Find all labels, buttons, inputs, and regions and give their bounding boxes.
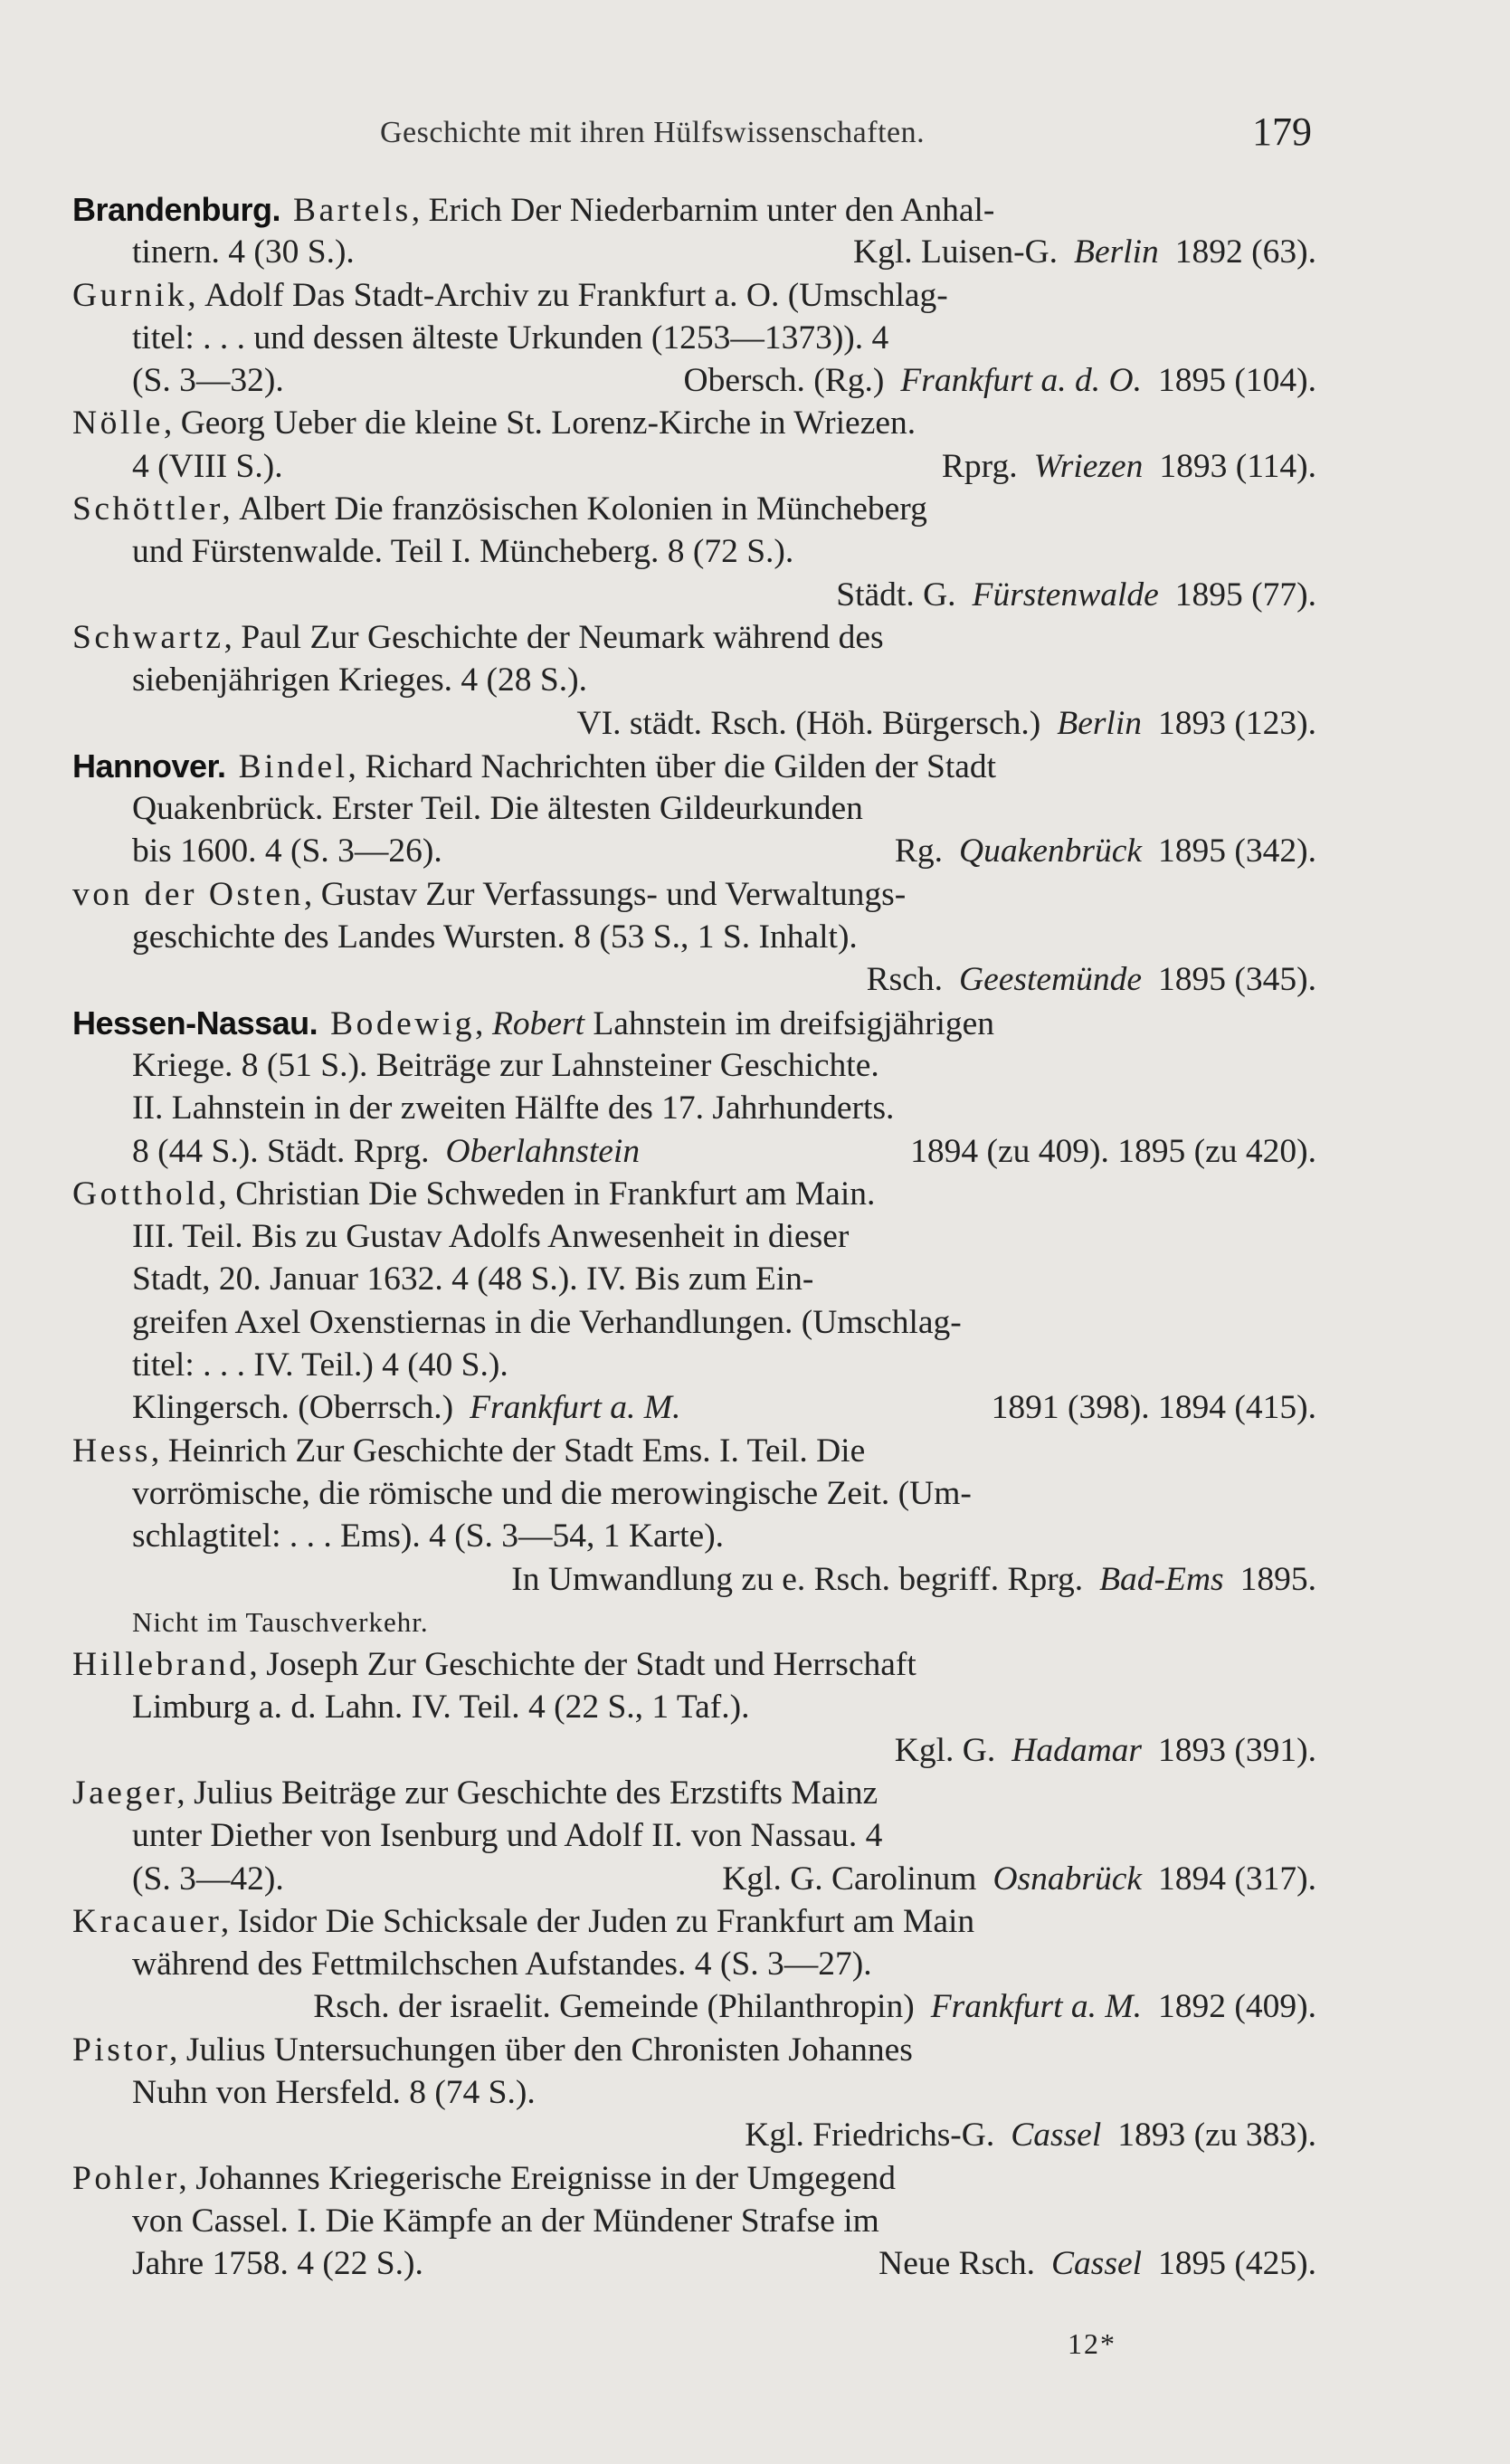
entry-text: und Fürstenwalde. Teil I. Müncheberg. 8 (72 S.). (132, 533, 794, 571)
running-title: Geschichte mit ihren Hülfswissenschaften. (380, 116, 926, 149)
region-heading: Hessen-Nassau. (72, 1004, 318, 1042)
author-name: Nölle, (72, 404, 176, 442)
place-name: Hadamar (1011, 1731, 1143, 1769)
school-name: Kgl. Friedrichs-G. (745, 2117, 995, 2155)
entry-text: von Cassel. I. Die Kämpfe an der Mündener Strafse im (132, 2202, 879, 2240)
entry-text: Isidor Die Schicksale der Juden zu Frankfurt am Main (237, 1902, 975, 1940)
author-name: Pohler, (72, 2159, 191, 2197)
entry-text: bis 1600. 4 (S. 3—26). (132, 832, 442, 870)
entry-pistor (72, 2029, 1316, 2157)
author-name: Bartels, (293, 192, 423, 229)
school-name: Neue Rsch. (878, 2245, 1035, 2283)
year-number: 1893 (391). (1158, 1731, 1316, 1769)
entry-text: tinern. 4 (30 S.). (132, 233, 355, 271)
entry-text: Jahre 1758. 4 (22 S.). (132, 2245, 423, 2283)
region-heading: Brandenburg. (72, 191, 281, 228)
school-name: VI. städt. Rsch. (Höh. Bürgersch.) (576, 704, 1041, 742)
author-name: von der Osten, (72, 875, 316, 913)
author-name: Jaeger, (72, 1774, 189, 1812)
place-name: Frankfurt a. d. O. (900, 362, 1143, 400)
entry-text: Quakenbrück. Erster Teil. Die ältesten Gildeurkunden (132, 790, 863, 828)
entry-text: Gustav Zur Verfassungs- und Verwaltungs- (320, 875, 907, 913)
entry-text: Lahnstein im dreifsigjährigen (593, 1004, 995, 1042)
year-number: 1893 (114). (1159, 447, 1316, 485)
entry-jaeger (72, 1772, 1316, 1900)
entry-schwartz (72, 616, 1316, 745)
school-name: Rprg. (941, 447, 1018, 485)
year-number: 1895. (1239, 1560, 1316, 1598)
entry-text: schlagtitel: . . . Ems). 4 (S. 3—54, 1 Karte). (132, 1517, 725, 1555)
year-number: 1893 (123). (1158, 704, 1316, 742)
author-name: Gurnik, (72, 276, 200, 314)
entry-schoettler (72, 488, 1316, 616)
region-heading: Hannover. (72, 747, 226, 785)
place-name: Frankfurt a. M. (470, 1389, 681, 1427)
author-name: Gotthold, (72, 1175, 231, 1213)
author-name: Schwartz, (72, 618, 236, 656)
school-name: Kgl. G. Carolinum (722, 1860, 977, 1898)
bibliography-list (72, 188, 1316, 2286)
entry-text: Joseph Zur Geschichte der Stadt und Herrschaft (266, 1646, 916, 1684)
author-name: Hess, (72, 1432, 163, 1470)
entry-text: Albert Die französischen Kolonien in Müncheberg (239, 490, 927, 528)
year-number: 1895 (425). (1158, 2245, 1316, 2283)
entry-bindel (72, 745, 1316, 873)
signature-mark: 12* (1068, 2327, 1116, 2360)
year-number: 1894 (317). (1158, 1860, 1316, 1898)
entry-text: titel: . . . und dessen älteste Urkunden (1253—1373)). 4 (132, 319, 889, 357)
entry-text: unter Diether von Isenburg und Adolf II. von Nassau. 4 (132, 1817, 883, 1855)
year-number: 1893 (zu 383). (1117, 2117, 1316, 2155)
exchange-note: Nicht im Tauschverkehr. (132, 1605, 429, 1638)
entry-pohler (72, 2157, 1316, 2286)
page-number: 179 (1252, 109, 1312, 154)
entry-text: Georg Ueber die kleine St. Lorenz-Kirche in Wriezen. (180, 404, 916, 442)
entry-gurnik (72, 274, 1316, 403)
entry-hillebrand (72, 1643, 1316, 1772)
school-name: In Umwandlung zu e. Rsch. begriff. Rprg. (511, 1560, 1084, 1598)
place-name: Cassel (1051, 2245, 1143, 2283)
school-name: Rsch. der israelit. Gemeinde (Philanthropin) (313, 1988, 915, 2026)
school-name: Kgl. G. (894, 1731, 996, 1769)
entry-text: Heinrich Zur Geschichte der Stadt Ems. I. Teil. Die (167, 1432, 866, 1470)
place-name: Cassel (1011, 2117, 1102, 2155)
page-header (118, 109, 1312, 163)
year-number: 1895 (345). (1158, 961, 1316, 999)
entry-text: Adolf Das Stadt-Archiv zu Frankfurt a. O. (Umschlag- (204, 276, 948, 314)
entry-text: Richard Nachrichten über die Gilden der Stadt (365, 747, 997, 785)
entry-text: während des Fettmilchschen Aufstandes. 4 (S. 3—27). (132, 1946, 872, 1984)
year-number: 1895 (342). (1158, 832, 1316, 870)
place-name: Quakenbrück (959, 832, 1143, 870)
place-name: Bad-Ems (1099, 1560, 1224, 1598)
entry-text: siebenjährigen Krieges. 4 (28 S.). (132, 661, 587, 699)
school-name: Städt. G. (836, 576, 956, 614)
place-name: Fürstenwalde (972, 576, 1159, 614)
entry-bartels (72, 188, 1316, 274)
entry-text: Limburg a. d. Lahn. IV. Teil. 4 (22 S., 1 Taf.). (132, 1689, 750, 1727)
entry-text: greifen Axel Oxenstiernas in die Verhandlungen. (Umschlag- (132, 1303, 962, 1341)
year-number: 1892 (63). (1174, 233, 1316, 271)
year-number: 1895 (104). (1158, 362, 1316, 400)
place-name: Berlin (1057, 704, 1143, 742)
author-name: Pistor, (72, 2031, 181, 2069)
entry-text: titel: . . . IV. Teil.) 4 (40 S.). (132, 1346, 508, 1384)
place-name: Osnabrück (992, 1860, 1143, 1898)
year-number: 1895 (77). (1174, 576, 1316, 614)
author-name: Bodewig, (330, 1004, 487, 1042)
entry-osten (72, 873, 1316, 1002)
entry-text: Johannes Kriegerische Ereignisse in der Umgegend (195, 2159, 896, 2197)
author-name: Schöttler, (72, 490, 234, 528)
entry-noelle (72, 402, 1316, 488)
author-name: Bindel, (238, 747, 360, 785)
entry-kracauer (72, 1900, 1316, 2029)
entry-text: III. Teil. Bis zu Gustav Adolfs Anwesenheit in dieser (132, 1218, 850, 1256)
entry-text: Julius Untersuchungen über den Chronisten Johannes (185, 2031, 913, 2069)
school-name: Klingersch. (Oberrsch.) (132, 1389, 454, 1427)
entry-text: Erich Der Niederbarnim unter den Anhal- (428, 192, 995, 229)
author-name: Hillebrand, (72, 1646, 261, 1684)
school-name: 8 (44 S.). Städt. Rprg. (132, 1132, 430, 1170)
entry-text: (S. 3—42). (132, 1860, 284, 1898)
author-name: Kracauer, (72, 1902, 233, 1940)
school-name: Kgl. Luisen-G. (853, 233, 1059, 271)
place-name: Berlin (1074, 233, 1159, 271)
entry-hess (72, 1430, 1316, 1643)
first-name: Robert (491, 1004, 585, 1042)
school-name: Rsch. (866, 961, 943, 999)
entry-text: Julius Beiträge zur Geschichte des Erzstifts Mainz (194, 1774, 878, 1812)
entry-gotthold (72, 1173, 1316, 1430)
place-name: Frankfurt a. M. (930, 1988, 1143, 2026)
year-number: 1892 (409). (1158, 1988, 1316, 2026)
entry-text: II. Lahnstein in der zweiten Hälfte des 17. Jahrhunderts. (132, 1089, 895, 1127)
entry-text: Christian Die Schweden in Frankfurt am Main. (235, 1175, 876, 1213)
year-number: 1891 (398). 1894 (415). (991, 1389, 1316, 1427)
place-name: Wriezen (1033, 447, 1144, 485)
school-name: Rg. (894, 832, 943, 870)
entry-text: 4 (VIII S.). (132, 447, 283, 485)
entry-text: Paul Zur Geschichte der Neumark während des (241, 618, 884, 656)
entry-text: vorrömische, die römische und die merowingische Zeit. (Um- (132, 1474, 972, 1512)
year-number: 1894 (zu 409). 1895 (zu 420). (910, 1132, 1316, 1170)
entry-bodewig (72, 1002, 1316, 1173)
place-name: Oberlahnstein (445, 1132, 641, 1170)
entry-text: geschichte des Landes Wursten. 8 (53 S., 1 S. Inhalt). (132, 918, 858, 956)
school-name: Obersch. (Rg.) (683, 362, 885, 400)
entry-text: Nuhn von Hersfeld. 8 (74 S.). (132, 2074, 536, 2112)
entry-text: Stadt, 20. Januar 1632. 4 (48 S.). IV. Bis zum Ein- (132, 1261, 814, 1299)
entry-text: (S. 3—32). (132, 362, 284, 400)
place-name: Geestemünde (959, 961, 1143, 999)
entry-text: Kriege. 8 (51 S.). Beiträge zur Lahnsteiner Geschichte. (132, 1046, 879, 1084)
